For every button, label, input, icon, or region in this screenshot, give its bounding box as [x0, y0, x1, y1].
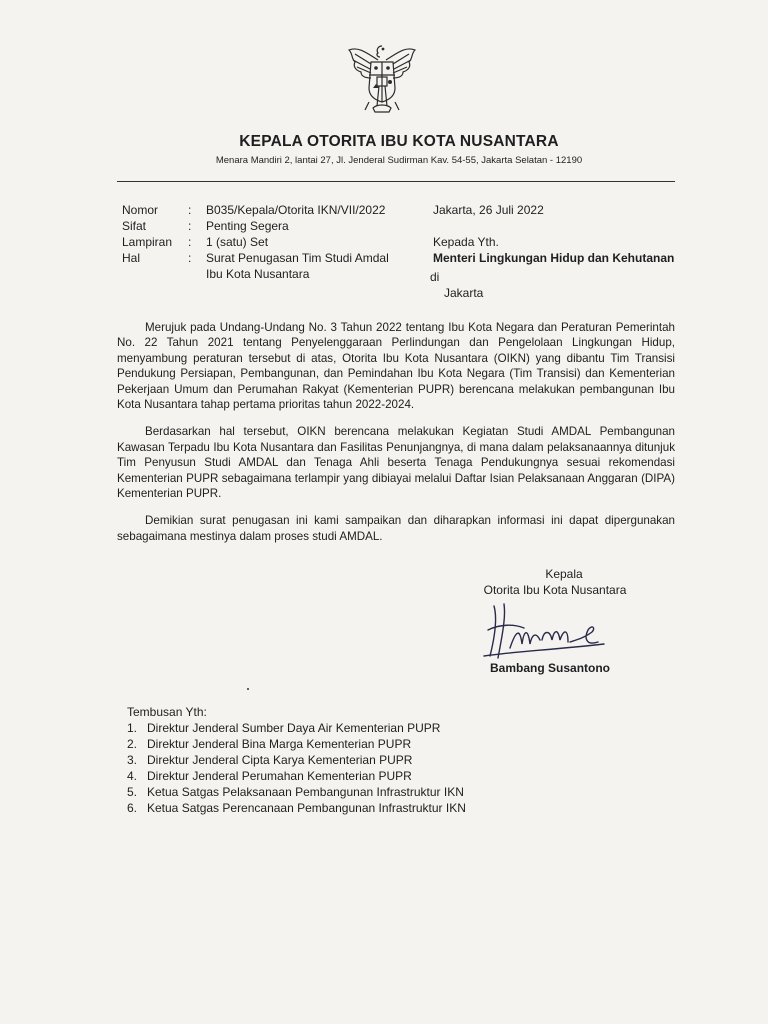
meta-colon: : — [188, 235, 192, 249]
garuda-emblem-icon — [343, 40, 421, 120]
meta-row-hal — [122, 250, 402, 282]
cc-text: Direktur Jenderal Sumber Daya Air Kementerian PUPR — [147, 721, 441, 735]
signatory-organization: Otorita Ibu Kota Nusantara — [483, 583, 627, 597]
list-item — [127, 800, 466, 816]
cc-list — [127, 720, 466, 816]
recipient-di: di — [430, 270, 440, 284]
meta-row-nomor — [122, 202, 402, 218]
list-item — [127, 752, 466, 768]
meta-colon: : — [188, 251, 192, 265]
meta-colon: : — [188, 219, 192, 233]
cc-number: 3. — [127, 753, 138, 767]
cc-text: Ketua Satgas Pelaksanaan Pembangunan Infrastruktur IKN — [147, 785, 464, 799]
meta-label: Hal — [122, 251, 141, 265]
cc-number: 4. — [127, 769, 138, 783]
list-item — [127, 736, 466, 752]
organization-title: KEPALA OTORITA IBU KOTA NUSANTARA — [239, 133, 559, 150]
carbon-copy-section — [127, 704, 466, 816]
list-item — [127, 720, 466, 736]
cc-number: 2. — [127, 737, 138, 751]
meta-value: 1 (satu) Set — [206, 235, 269, 249]
recipient-city: Jakarta — [444, 286, 484, 300]
meta-value: B035/Kepala/Otorita IKN/VII/2022 — [206, 203, 386, 217]
header-divider — [117, 181, 675, 182]
body-paragraph: Demikian surat penugasan ini kami sampaikan dan diharapkan informasi ini dapat dipergunakan sebagaimana mestinya dalam proses studi AMDAL. — [117, 514, 675, 543]
list-item — [127, 784, 466, 800]
recipient-block — [430, 202, 675, 301]
signatory-name: Bambang Susantono — [490, 661, 611, 675]
meta-label: Sifat — [122, 219, 147, 233]
recipient-name: Menteri Lingkungan Hidup dan Kehutanan — [433, 251, 675, 265]
place-date: Jakarta, 26 Juli 2022 — [433, 203, 544, 217]
meta-row-lampiran — [122, 234, 402, 250]
letter-body — [117, 320, 675, 556]
body-paragraph: Berdasarkan hal tersebut, OIKN berencana melakukan Kegiatan Studi AMDAL Pembangunan Kawasan Terpadu Ibu Kota Nusantara dan Fasilitas Penunjangnya, di mana dalam pelaksanaannya ditunjuk Tim Penyusun Studi AMDAL dan Tenaga Ahli beserta Tenaga Pendukungnya sesuai rekomendasi Kementerian PUPR sebagaimana terlampir yang dibiayai melalui Daftar Isian Pelaksanaan Anggaran (DIPA) Kementerian PUPR. — [117, 425, 675, 501]
handwritten-signature-icon — [480, 600, 610, 662]
signatory-title: Kepala — [545, 567, 583, 581]
meta-value: Penting Segera — [206, 219, 289, 233]
meta-colon: : — [188, 203, 192, 217]
meta-label: Nomor — [122, 203, 159, 217]
recipient-prefix: Kepada Yth. — [433, 235, 499, 249]
list-item — [127, 768, 466, 784]
meta-row-sifat — [122, 218, 402, 234]
cc-number: 1. — [127, 721, 138, 735]
organization-address: Menara Mandiri 2, lantai 27, Jl. Jenderal Sudirman Kav. 54-55, Jakarta Selatan - 12190 — [215, 155, 583, 166]
speck — [247, 688, 249, 690]
cc-text: Direktur Jenderal Bina Marga Kementerian PUPR — [147, 737, 412, 751]
cc-text: Direktur Jenderal Perumahan Kementerian PUPR — [147, 769, 412, 783]
meta-label: Lampiran — [122, 235, 173, 249]
cc-text: Ketua Satgas Perencanaan Pembangunan Infrastruktur IKN — [147, 801, 466, 815]
cc-number: 5. — [127, 785, 138, 799]
letter-meta — [122, 202, 402, 282]
meta-value: Surat Penugasan Tim Studi Amdal Ibu Kota Nusantara — [206, 251, 389, 281]
cc-text: Direktur Jenderal Cipta Karya Kementerian PUPR — [147, 753, 413, 767]
signature-block — [470, 566, 640, 598]
body-paragraph: Merujuk pada Undang-Undang No. 3 Tahun 2022 tentang Ibu Kota Negara dan Peraturan Pemerintah No. 22 Tahun 2021 tentang Penyelenggaraan Perlindungan dan Pengelolaan Lingkungan Hidup, menyambung peraturan tersebut di atas, Otorita Ibu Kota Nusantara (OIKN) yang dibantu Tim Transisi Pendukung Persiapan, Pembangunan, dan Pemindahan Ibu Kota Negara (Tim Transisi) dan Kementerian Pekerjaan Umum dan Perumahan Rakyat (Kementerian PUPR) berencana melakukan pembangunan Ibu Kota Nusantara tahap pertama prioritas tahun 2022-2024. — [117, 321, 675, 412]
cc-number: 6. — [127, 801, 138, 815]
cc-heading: Tembusan Yth: — [127, 705, 207, 719]
